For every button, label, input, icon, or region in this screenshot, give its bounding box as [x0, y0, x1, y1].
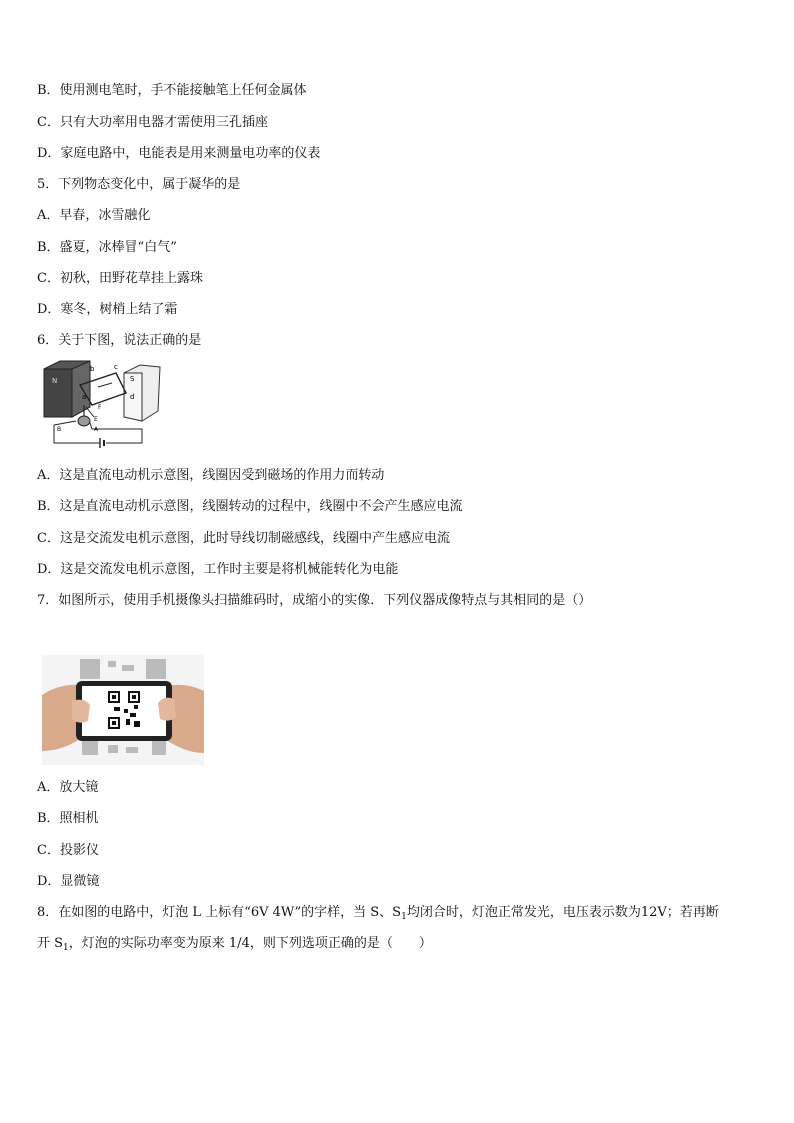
q5-stem: 5．下列物态变化中，属于凝华的是 — [37, 177, 241, 192]
fig-label-c: c — [114, 363, 118, 371]
q6-option-b: B．这是直流电动机示意图，线圈转动的过程中，线圈中不会产生感应电流 — [37, 499, 463, 514]
fig-label-s: S — [130, 375, 135, 383]
fig-label-d: d — [130, 393, 135, 401]
q5-option-d: D．寒冬，树梢上结了霜 — [37, 302, 178, 317]
q8-stem-line1: 8．在如图的电路中，灯泡 L 上标有“6V 4W”的字样，当 S、$S_1$均闭合时，灯泡正常发光，电压表示数为12V；若再断 — [37, 905, 719, 922]
q5-option-a: A．早春，冰雪融化 — [37, 208, 151, 223]
fig-label-a: a — [82, 393, 87, 401]
motor-diagram-figure — [42, 359, 166, 451]
q6-option-c: C．这是交流发电机示意图，此时导线切制磁感线，线圈中产生感应电流 — [37, 531, 450, 546]
fig-label-a2: A — [94, 426, 99, 433]
q6-option-a: A．这是直流电动机示意图，线圈因受到磁场的作用力而转动 — [37, 468, 385, 483]
q5-option-c: C．初秋，田野花草挂上露珠 — [37, 271, 203, 286]
fig-label-f: F — [98, 404, 102, 411]
q7-option-c: C．投影仪 — [37, 843, 99, 858]
q7-option-a: A．放大镜 — [37, 780, 99, 795]
q7-option-b: B．照相机 — [37, 811, 99, 826]
q8-stem-line2: 开 $S_1$，灯泡的实际功率变为原来 1/4，则下列选项正确的是（ ） — [37, 936, 432, 953]
q6-stem: 6．关于下图，说法正确的是 — [37, 333, 202, 348]
fig-label-b: b — [90, 365, 95, 373]
q4-option-c: C．只有大功率用电器才需使用三孔插座 — [37, 115, 268, 130]
fig-label-b2: B — [57, 426, 62, 433]
q7-stem: 7．如图所示，使用手机摄像头扫描維码时，成缩小的实像．下列仪器成像特点与其相同的是（） — [37, 593, 592, 608]
phone-scanning-qr-photo — [42, 655, 204, 765]
fig-label-n: N — [52, 377, 58, 385]
q4-option-d: D．家庭电路中，电能表是用来测量电功率的仪表 — [37, 146, 321, 161]
fig-label-e: E — [94, 416, 98, 423]
q7-option-d: D．显微镜 — [37, 874, 100, 889]
q5-option-b: B．盛夏，冰棒冒“白气” — [37, 240, 177, 255]
q6-option-d: D．这是交流发电机示意图，工作时主要是将机械能转化为电能 — [37, 562, 399, 577]
q4-option-b: B．使用测电笔时，手不能接触笔上任何金属体 — [37, 83, 307, 98]
